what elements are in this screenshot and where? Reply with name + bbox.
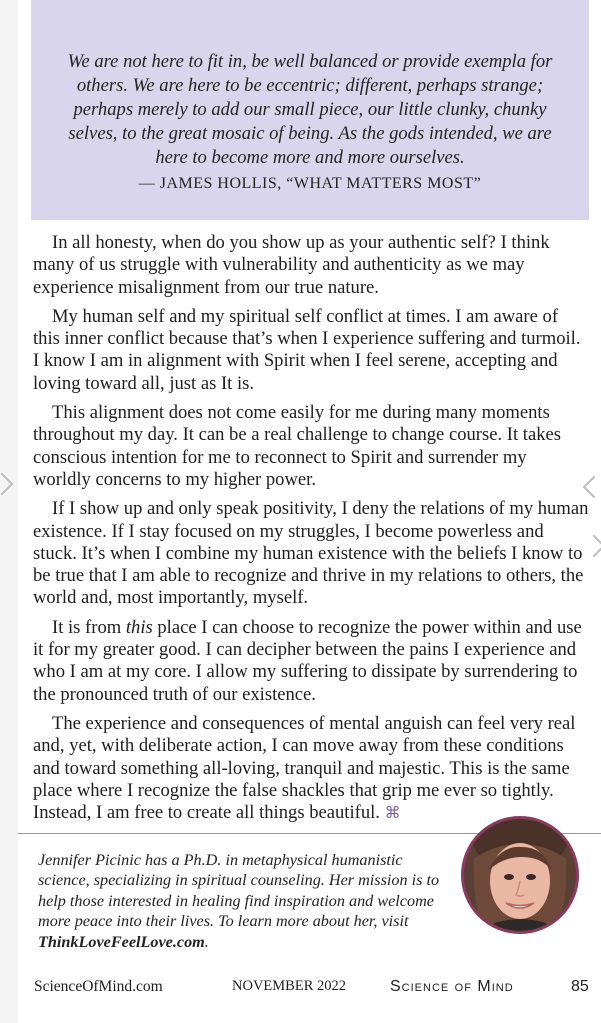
paragraph-5 [33, 617, 589, 706]
author-bio-end: . [204, 932, 209, 951]
paragraph-6-text: The experience and consequences of mental anguish can feel very real and, yet, with deliberate action, I can move away from these conditions and toward something all-loving, tranquil and majestic. This is the same place where I recognize the false shackles that grip me ever so tightly. Instead, I am free to create all things beautiful. [33, 712, 576, 824]
footer-page-number: 85 [571, 978, 589, 995]
paragraph-6 [33, 713, 589, 824]
paragraph-5-rest: place I can choose to recognize the power within and use it for my greater good. I can decipher between the pains I experience and who I am at my core. I allow my suffering to dissipate by surrendering to the pronounced truth of our existence. [33, 616, 582, 705]
footer-magazine-title: Science of Mind [390, 978, 514, 995]
article-body [33, 232, 589, 831]
page-edge-strip [0, 0, 18, 1023]
author-bio [38, 850, 456, 952]
pull-quote-text: We are not here to fit in, be well balanced or provide exempla for others. We are here to be eccentric; different, perhaps strange; perhaps merely to add our small piece, our little clunky, chunky selves, to the great mosaic of being. As the gods intended, we are here to become more and more ourselves. [67, 51, 553, 168]
paragraph-4: If I show up and only speak positivity, I deny the relations of my human existence. If I stay focused on my struggles, I become powerless and stuck. It’s when I combine my human existence with the beliefs I know to be true that I am able to recognize and thrive in my relations to others, the world and, most importantly, myself. [33, 498, 589, 609]
pull-quote-box [31, 0, 589, 220]
author-avatar [461, 816, 579, 934]
paragraph-5-start: It is from [52, 616, 126, 638]
paragraph-3: This alignment does not come easily for me during many moments throughout my day. It can be a real challenge to change course. It takes conscious intention for me to reconnect to Spirit and surrender my worldly concerns to my higher power. [33, 402, 561, 490]
paragraph-1: In all honesty, when do you show up as your authentic self? I think many of us struggle with vulnerability and authenticity as we may experience misalignment from our true nature. [33, 232, 550, 298]
page-footer [0, 978, 601, 1002]
paragraph-5-emphasis: this [125, 616, 153, 638]
pull-quote-attribution: — JAMES HOLLIS, “WHAT MATTERS MOST” [138, 175, 482, 192]
footer-website: ScienceOfMind.com [34, 978, 163, 995]
author-website-link[interactable]: ThinkLoveFeelLove.com [38, 932, 205, 951]
footer-issue-date: NOVEMBER 2022 [232, 978, 346, 994]
paragraph-2: My human self and my spiritual self conflict at times. I am aware of this inner conflict because that’s when I experience suffering and turmoil. I know I am in alignment with Spirit when I feel serene, accepting and loving toward all, just as It is. [33, 305, 581, 394]
author-bio-text: Jennifer Picinic has a Ph.D. in metaphysical humanistic science, specializing in spiritual counseling. Her mission is to help those interested in healing find inspiration and welcome more peace into their lives. To learn more about her, visit [38, 851, 440, 931]
author-portrait-icon [464, 819, 576, 931]
end-mark-icon: ⌘ [384, 803, 401, 823]
